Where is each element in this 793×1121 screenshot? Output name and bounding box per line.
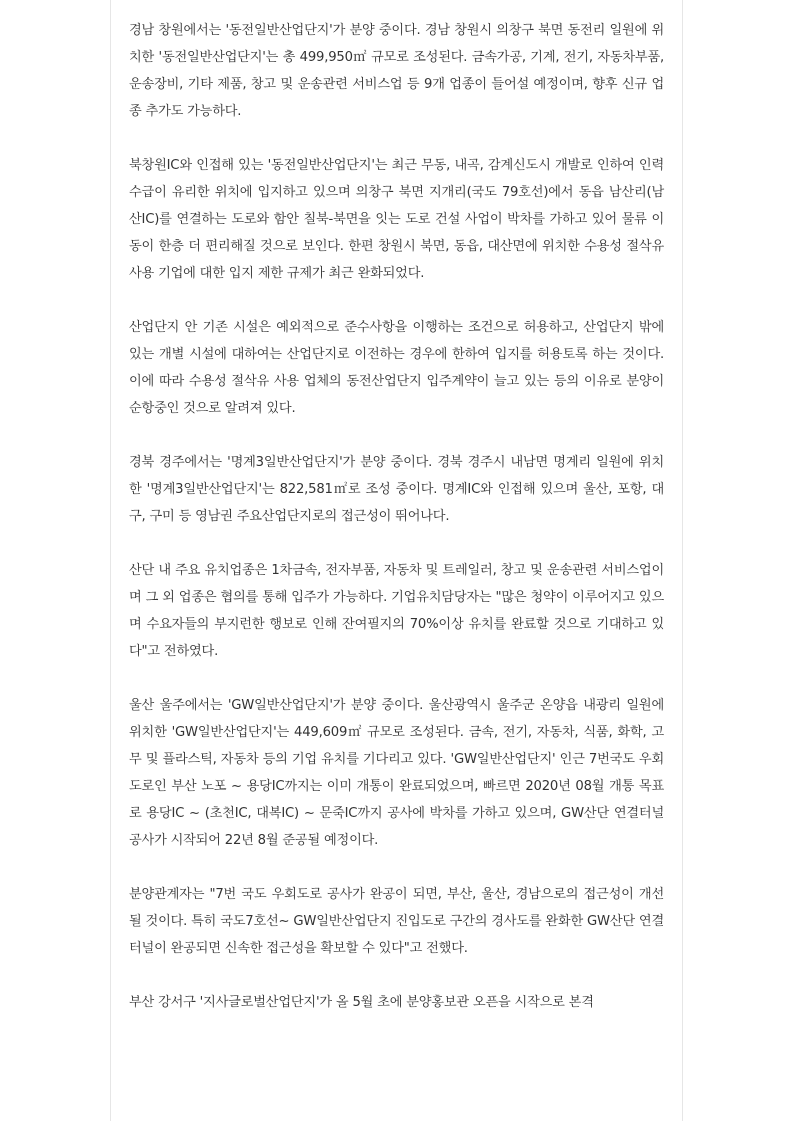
- paragraph-dongjeon-intro: 경남 창원에서는 '동전일반산업단지'가 분양 중이다. 경남 창원시 의창구 북면 동전리 일원에 위치한 '동전일반산업단지'는 총 499,950㎡ 규모로 조성된다. 금속가공, 기계, 전기, 자동차부품, 운송장비, 기타 제품, 창고 및 운송관련 서비스업 등 9개 업종이 들어설 예정이며, 향후 신규 업종 추가도 가능하다.: [129, 23, 664, 119]
- paragraph-myeonggye-industries: 산단 내 주요 유치업종은 1차금속, 전자부품, 자동차 및 트레일러, 창고 및 운송관련 서비스업이며 그 외 업종은 협의를 통해 입주가 가능하다. 기업유치담당자는 "많은 청약이 이루어지고 있으며 수요자들의 부지런한 행보로 인해 잔여필지의 70%이상 유치를 완료할 것으로 기대하고 있다"고 전하였다.: [129, 563, 664, 659]
- article-body: [129, 17, 664, 1043]
- paragraph-gw-intro: 울산 울주에서는 'GW일반산업단지'가 분양 중이다. 울산광역시 울주군 온양읍 내광리 일원에 위치한 'GW일반산업단지'는 449,609㎡ 규모로 조성된다. 금속, 전기, 자동차, 식품, 화학, 고무 및 플라스틱, 자동차 등의 기업 유치를 기다리고 있다. 'GW일반산업단지' 인근 7번국도 우회도로인 부산 노포 ~ 용당IC까지는 이미 개통이 완료되었으며, 빠르면 2020년 08월 개통 목표로 용당IC ~ (초천IC, 대복IC) ~ 문죽IC까지 공사에 박차를 가하고 있으며, GW산단 연결터널 공사가 시작되어 22년 8월 준공될 예정이다.: [129, 698, 664, 848]
- paragraph-dongjeon-location: 북창원IC와 인접해 있는 '동전일반산업단지'는 최근 무동, 내곡, 감계신도시 개발로 인하여 인력 수급이 유리한 위치에 입지하고 있으며 의창구 북면 지개리(국도 79호선)에서 동읍 남산리(남산IC)를 연결하는 도로와 함안 칠북-북면을 잇는 도로 건설 사업이 박차를 가하고 있어 물류 이동이 한층 더 편리해질 것으로 보인다. 한편 창원시 북면, 동읍, 대산면에 위치한 수용성 절삭유 사용 기업에 대한 입지 제한 규제가 최근 완화되었다.: [129, 158, 664, 281]
- paragraph-dongjeon-regulation: 산업단지 안 기존 시설은 예외적으로 준수사항을 이행하는 조건으로 허용하고, 산업단지 밖에 있는 개별 시설에 대하여는 산업단지로 이전하는 경우에 한하여 입지를 허용토록 하는 것이다. 이에 따라 수용성 절삭유 사용 업체의 동전산업단지 입주계약이 늘고 있는 등의 이유로 분양이 순항중인 것으로 알려져 있다.: [129, 320, 664, 416]
- paragraph-gw-quote: 분양관계자는 "7번 국도 우회도로 공사가 완공이 되면, 부산, 울산, 경남으로의 접근성이 개선 될 것이다. 특히 국도7호선~ GW일반산업단지 진입도로 구간의 경사도를 완화한 GW산단 연결터널이 완공되면 신속한 접근성을 확보할 수 있다"고 전했다.: [129, 887, 664, 956]
- paragraph-jisa-intro: 부산 강서구 '지사글로벌산업단지'가 올 5월 초에 분양홍보관 오픈을 시작으로 본격: [129, 995, 594, 1010]
- paragraph-myeonggye-intro: 경북 경주에서는 '명계3일반산업단지'가 분양 중이다. 경북 경주시 내남면 명계리 일원에 위치한 '명계3일반산업단지'는 822,581㎡로 조성 중이다. 명계IC와 인접해 있으며 울산, 포항, 대구, 구미 등 영남권 주요산업단지로의 접근성이 뛰어나다.: [129, 455, 664, 524]
